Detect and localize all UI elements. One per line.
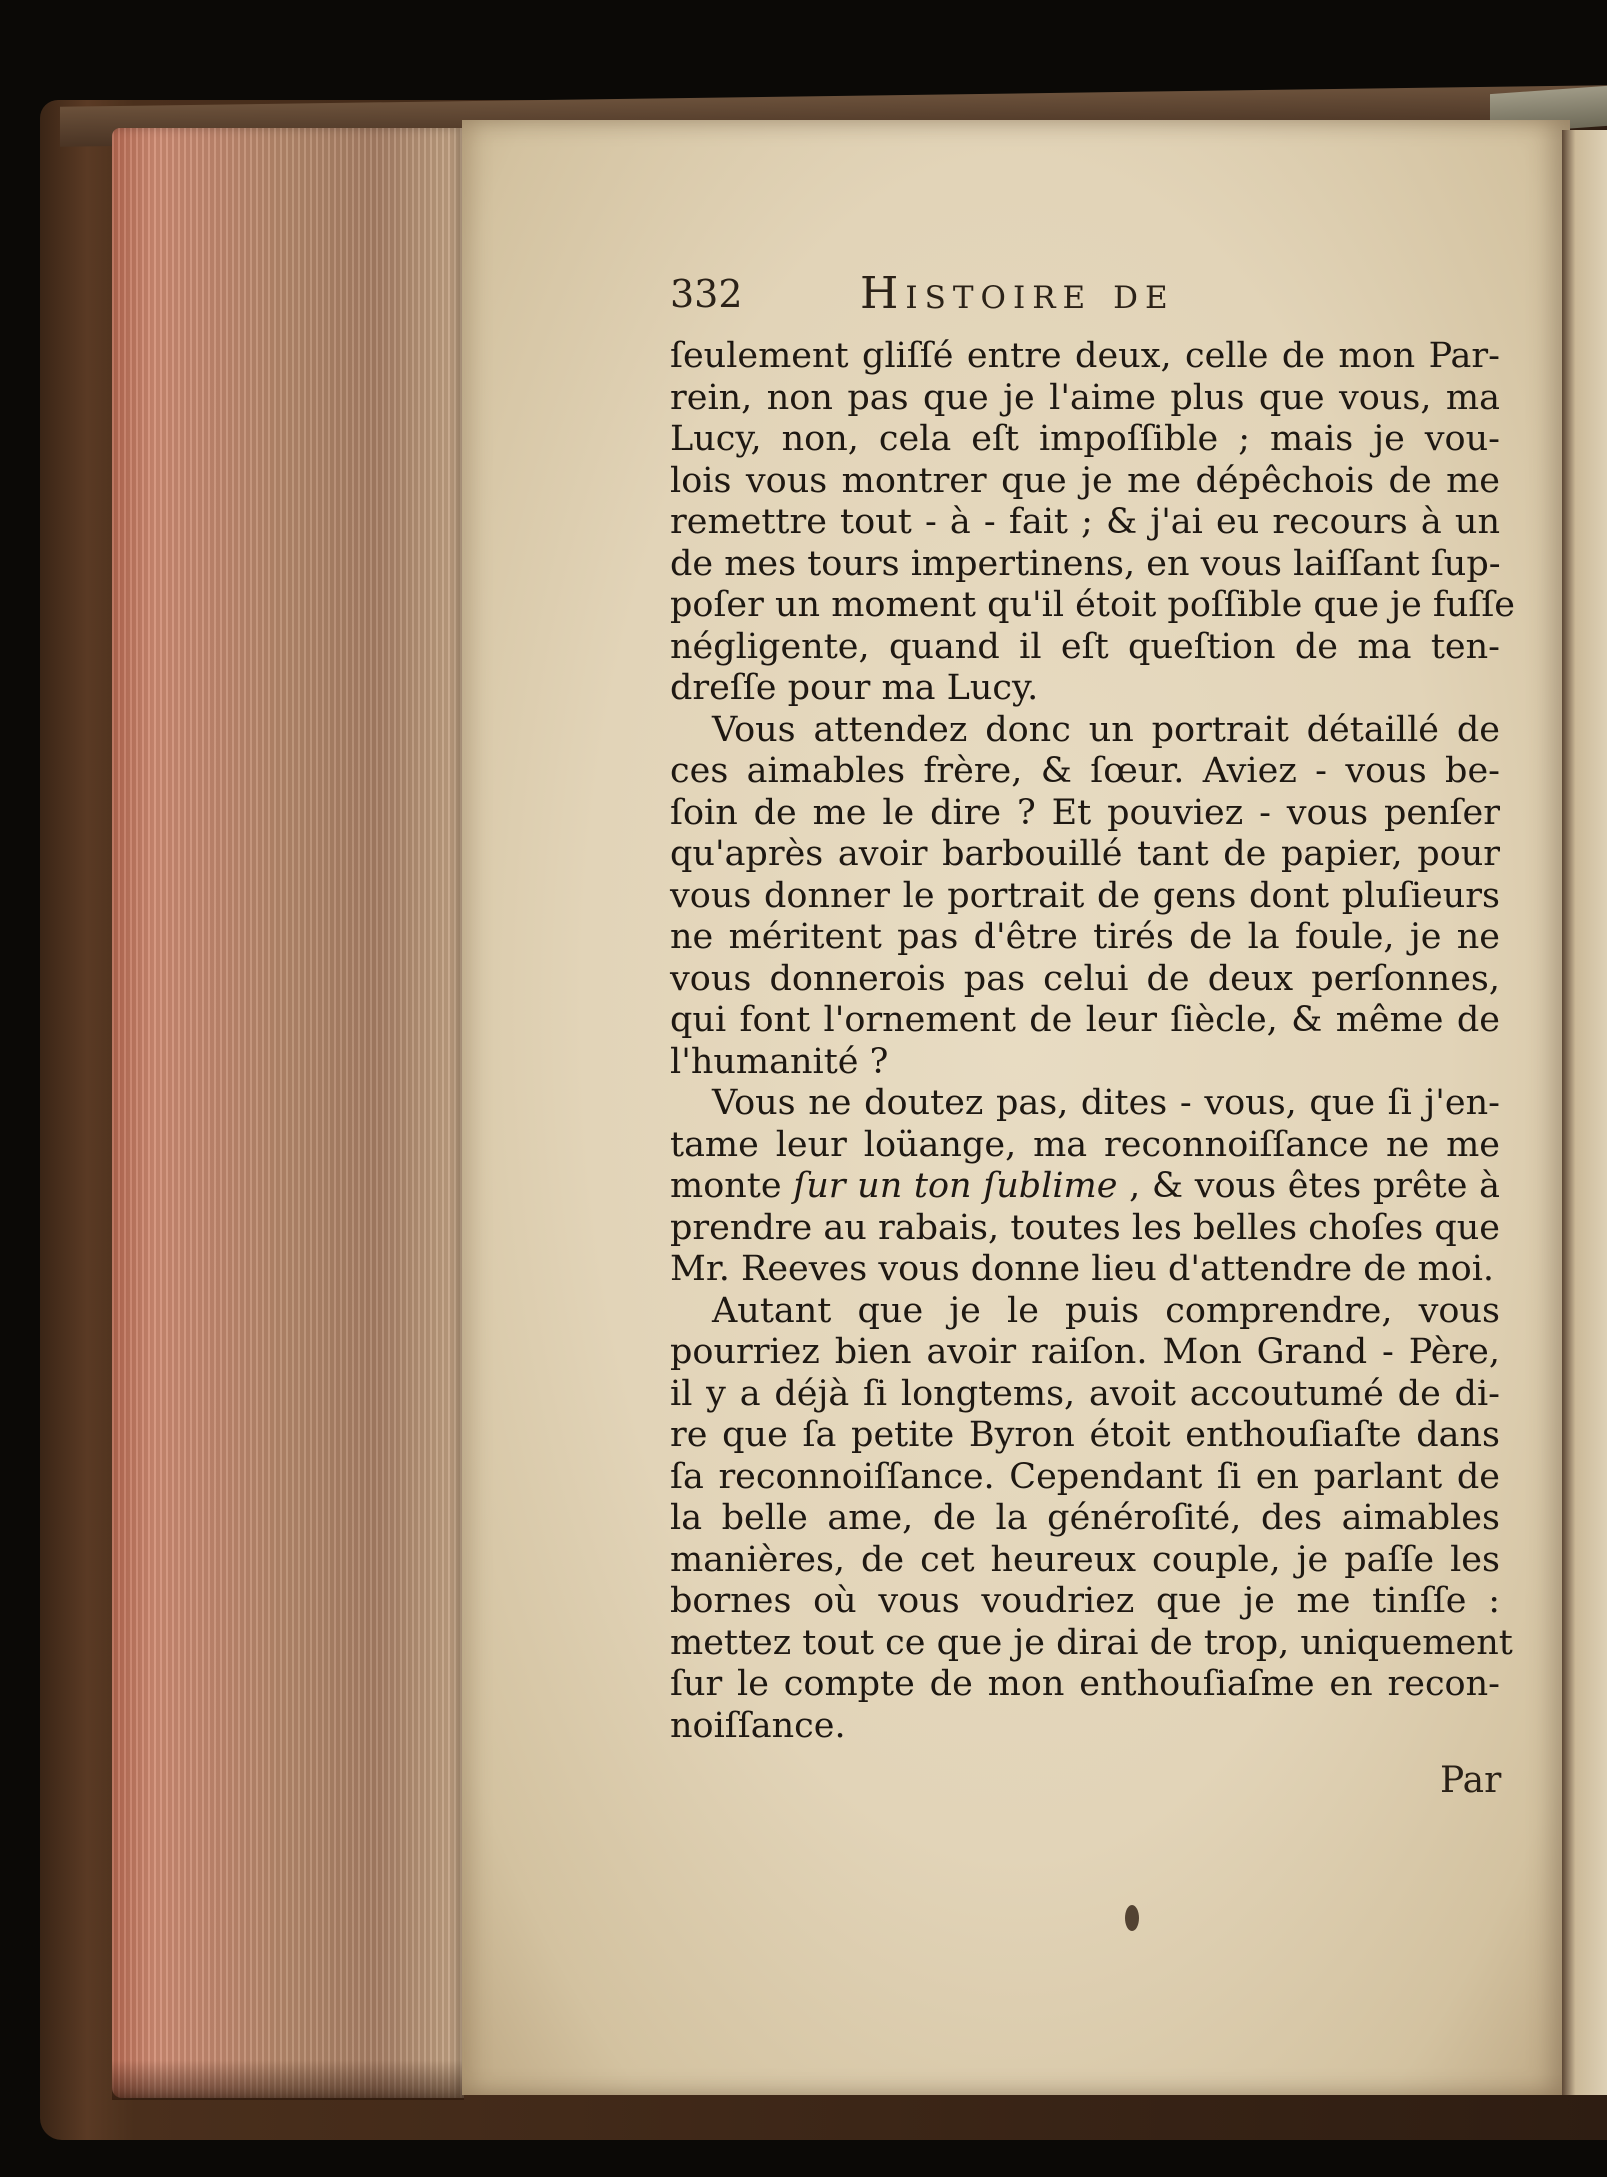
text-line-mixed: [670, 1166, 1500, 1208]
text-line: ſeulement gliſſé entre deux, celle de mon Par-: [670, 336, 1500, 376]
page-number: 332: [670, 272, 743, 316]
text-line: remettre tout - à - fait ; & j'ai eu recours à un: [670, 502, 1500, 542]
text-line: ces aimables frère, & ſœur. Aviez - vous be-: [670, 751, 1500, 791]
running-head-title: Histoire de: [860, 268, 1175, 319]
text-line: l'humanité ?: [670, 1041, 889, 1082]
ink-speck: [1125, 1905, 1139, 1931]
text-line: tame leur loüange, ma reconnoiſſance ne me: [670, 1124, 1500, 1165]
text-line: ſur le compte de mon enthouſiaſme en recon-: [670, 1664, 1500, 1704]
text-line: ne méritent pas d'être tirés de la foule, je ne: [670, 917, 1500, 957]
running-head: [670, 268, 1530, 328]
text-segment: monte: [670, 1166, 782, 1206]
text-line: mettez tout ce que je dirai de trop, uniquement: [670, 1622, 1513, 1663]
text-segment: , & vous êtes prête à: [1129, 1166, 1500, 1206]
text-line: la belle ame, de la généroſité, des aimables: [670, 1498, 1500, 1538]
italic-phrase: ſur un ton ſublime: [793, 1166, 1118, 1206]
text-line: prendre au rabais, toutes les belles choſes que: [670, 1207, 1500, 1248]
text-line: rein, non pas que je l'aime plus que vous, ma: [670, 377, 1500, 418]
text-line: il y a déjà ſi longtems, avoit accoutumé de di-: [670, 1373, 1500, 1414]
catchword: Par: [1440, 1760, 1502, 1801]
text-line: noiſſance.: [670, 1705, 846, 1746]
text-line: ſa reconnoiſſance. Cependant ſi en parlant de: [670, 1456, 1500, 1497]
page-edges-shadow: [112, 2060, 464, 2100]
facing-page-edge: [1562, 130, 1607, 2095]
text-line: dreſſe pour ma Lucy.: [670, 668, 1039, 708]
text-line: vous donner le portrait de gens dont pluſieurs: [670, 875, 1500, 916]
text-line: pourriez bien avoir raiſon. Mon Grand - Père,: [670, 1332, 1500, 1372]
paragraph-start: Vous attendez donc un portrait détaillé de: [712, 709, 1500, 750]
text-line: bornes où vous voudriez que je me tinſſe :: [670, 1581, 1500, 1621]
text-line: ſoin de me le dire ? Et pouviez - vous penſer: [670, 792, 1500, 833]
text-line: re que ſa petite Byron étoit enthouſiaſte dans: [670, 1415, 1500, 1455]
paragraph-start: Vous ne doutez pas, dites - vous, que ſi j'en-: [712, 1083, 1500, 1123]
text-line: Mr. Reeves vous donne lieu d'attendre de moi.: [670, 1249, 1495, 1289]
text-line: Lucy, non, cela eſt impoſſible ; mais je vou-: [670, 419, 1500, 459]
text-line: manières, de cet heureux couple, je paſſe les: [670, 1539, 1500, 1580]
paragraph-start: Autant que je le puis comprendre, vous: [712, 1290, 1500, 1331]
body-text: [670, 336, 1516, 1747]
text-line: négligente, quand il eſt queſtion de ma ten-: [670, 626, 1500, 667]
page-edges: [112, 128, 464, 2098]
text-line: lois vous montrer que je me dépêchois de me: [670, 460, 1500, 501]
text-line: de mes tours impertinens, en vous laiſſant ſup-: [670, 543, 1501, 584]
text-line: poſer un moment qu'il étoit poſſible que je fuſſe: [670, 585, 1516, 625]
text-line: qu'après avoir barbouillé tant de papier, pour: [670, 834, 1500, 874]
text-line: qui font l'ornement de leur ſiècle, & même de: [670, 1000, 1500, 1040]
text-line: vous donnerois pas celui de deux perſonnes,: [670, 958, 1500, 999]
